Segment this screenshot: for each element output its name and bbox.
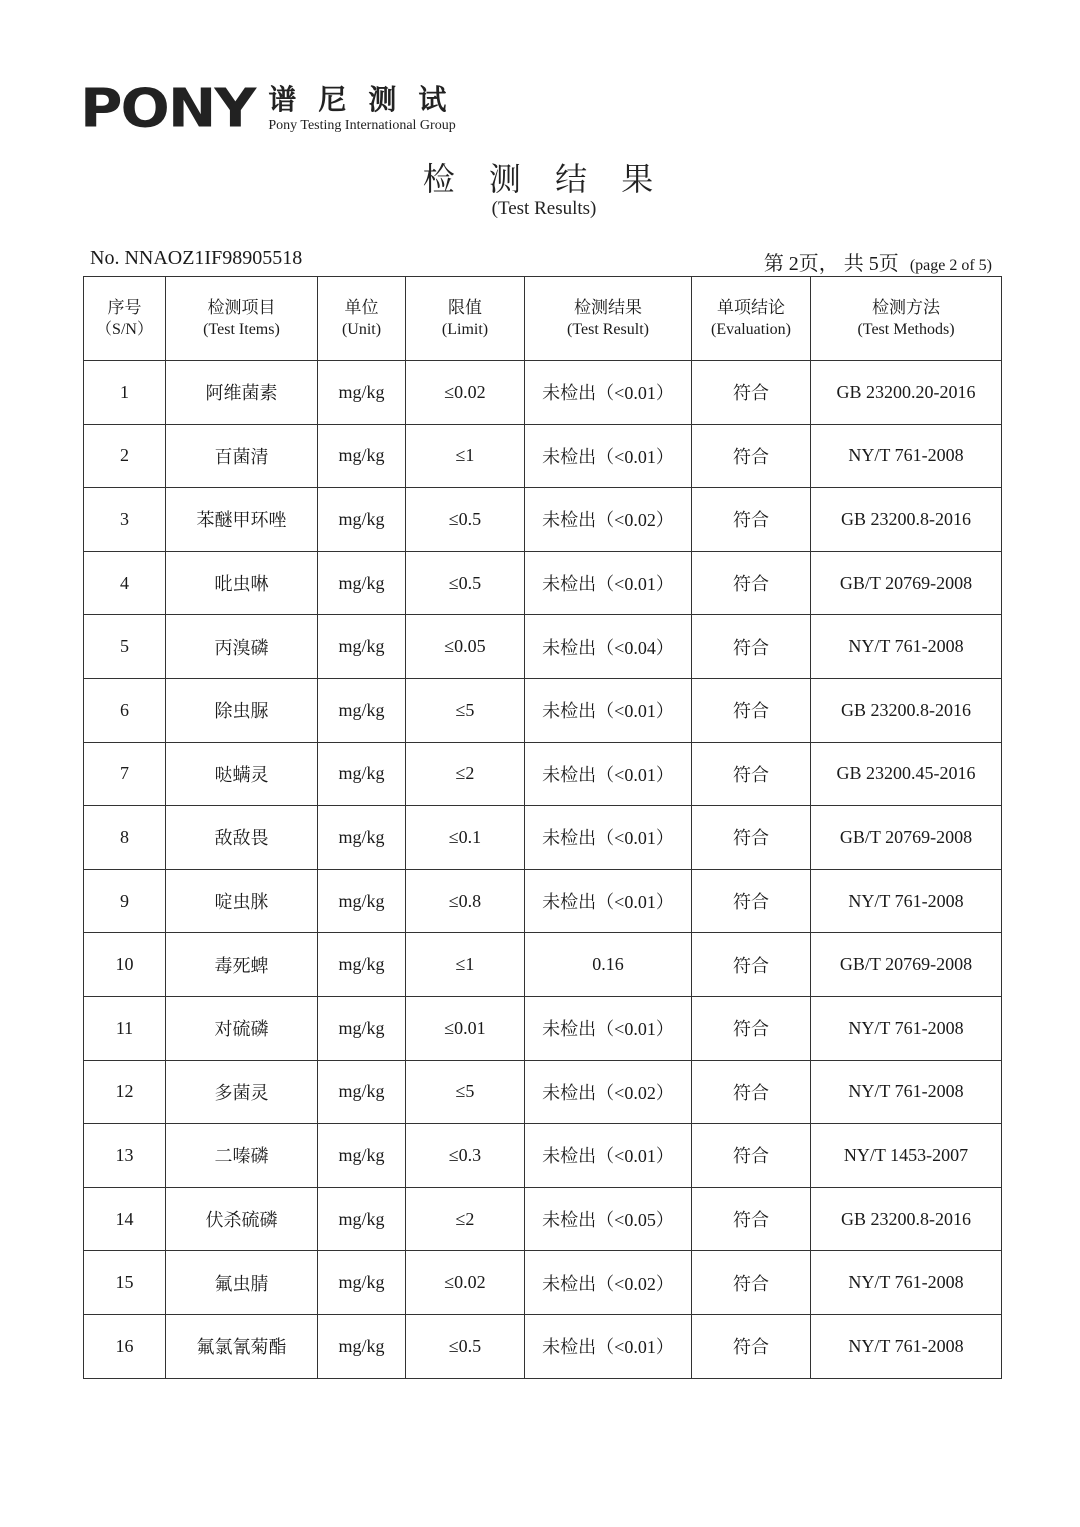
cell-test-item: 伏杀硫磷 (166, 1187, 318, 1251)
cell-test-item: 百菌清 (166, 424, 318, 488)
cell-sn: 6 (84, 678, 166, 742)
column-header-unit (318, 277, 406, 361)
cell-unit: mg/kg (318, 615, 406, 679)
cell-test-result: 未检出（<0.01） (525, 1124, 692, 1188)
cell-unit: mg/kg (318, 996, 406, 1060)
cell-sn: 15 (84, 1251, 166, 1315)
cell-evaluation: 符合 (692, 551, 811, 615)
cell-evaluation: 符合 (692, 1314, 811, 1378)
cell-test-item: 苯醚甲环唑 (166, 488, 318, 552)
document-title: 检 测 结 果 (422, 160, 666, 198)
cell-test-result: 未检出（<0.01） (525, 424, 692, 488)
column-header-cn: 检测方法 (872, 297, 940, 317)
column-header-en: (Test Methods) (857, 320, 955, 338)
cell-test-result: 未检出（<0.04） (525, 615, 692, 679)
cell-test-method: NY/T 761-2008 (811, 996, 1002, 1060)
cell-test-method: NY/T 761-2008 (811, 1314, 1002, 1378)
cell-test-item: 除虫脲 (166, 678, 318, 742)
cell-test-result: 0.16 (525, 933, 692, 997)
cell-sn: 12 (84, 1060, 166, 1124)
cell-limit: ≤0.02 (406, 361, 525, 425)
cell-test-result: 未检出（<0.01） (525, 869, 692, 933)
cell-test-result: 未检出（<0.01） (525, 1314, 692, 1378)
cell-test-method: GB/T 20769-2008 (811, 806, 1002, 870)
column-header-en: (Limit) (441, 320, 489, 338)
cell-test-result: 未检出（<0.01） (525, 678, 692, 742)
cell-sn: 5 (84, 615, 166, 679)
column-header-test-item (166, 277, 318, 361)
cell-evaluation: 符合 (692, 1251, 811, 1315)
cell-limit: ≤0.5 (406, 551, 525, 615)
cell-limit: ≤0.1 (406, 806, 525, 870)
cell-test-item: 毒死蜱 (166, 933, 318, 997)
table-header-row (84, 277, 1002, 361)
cell-evaluation: 符合 (692, 424, 811, 488)
cell-evaluation: 符合 (692, 678, 811, 742)
table-row (84, 933, 1002, 997)
cell-test-item: 二嗪磷 (166, 1124, 318, 1188)
column-header-evaluation (692, 277, 811, 361)
column-header-cn: 限值 (448, 297, 482, 317)
cell-test-result: 未检出（<0.05） (525, 1187, 692, 1251)
cell-test-method: GB 23200.20-2016 (811, 361, 1002, 425)
cell-sn: 13 (84, 1124, 166, 1188)
cell-evaluation: 符合 (692, 361, 811, 425)
cell-evaluation: 符合 (692, 1124, 811, 1188)
cell-unit: mg/kg (318, 1124, 406, 1188)
cell-limit: ≤0.8 (406, 869, 525, 933)
table-row (84, 1187, 1002, 1251)
table-row (84, 1124, 1002, 1188)
column-header-en: (Test Result) (567, 320, 649, 338)
cell-unit: mg/kg (318, 361, 406, 425)
table-row (84, 551, 1002, 615)
table-row (84, 742, 1002, 806)
column-header-en: （S/N） (96, 320, 153, 338)
cell-test-result: 未检出（<0.01） (525, 996, 692, 1060)
cell-limit: ≤0.5 (406, 1314, 525, 1378)
table-body (84, 361, 1002, 1379)
cell-sn: 10 (84, 933, 166, 997)
cell-evaluation: 符合 (692, 1060, 811, 1124)
table-row (84, 424, 1002, 488)
column-header-test-method (811, 277, 1002, 361)
cell-test-method: GB 23200.8-2016 (811, 1187, 1002, 1251)
cell-evaluation: 符合 (692, 933, 811, 997)
cell-test-item: 氟虫腈 (166, 1251, 318, 1315)
cell-unit: mg/kg (318, 1060, 406, 1124)
report-number: No. NNAOZ1IF98905518 (90, 247, 303, 269)
page-indicator-cn: 第 2页， 共 5页 (763, 253, 899, 275)
cell-test-item: 多菌灵 (166, 1060, 318, 1124)
cell-sn: 16 (84, 1314, 166, 1378)
cell-test-item: 敌敌畏 (166, 806, 318, 870)
column-header-en: (Evaluation) (711, 320, 791, 338)
column-header-en: (Test Items) (203, 320, 280, 338)
cell-test-result: 未检出（<0.02） (525, 1251, 692, 1315)
page-indicator (764, 247, 992, 276)
cell-limit: ≤0.01 (406, 996, 525, 1060)
cell-test-item: 哒螨灵 (166, 742, 318, 806)
cell-test-item: 氟氯氰菊酯 (166, 1314, 318, 1378)
cell-unit: mg/kg (318, 1187, 406, 1251)
cell-test-method: NY/T 761-2008 (811, 615, 1002, 679)
column-header-cn: 单位 (344, 297, 379, 317)
logo-wordmark: PONY (80, 76, 255, 140)
cell-evaluation: 符合 (692, 996, 811, 1060)
column-header-cn: 检测项目 (207, 297, 276, 317)
table-row (84, 615, 1002, 679)
cell-sn: 4 (84, 551, 166, 615)
cell-sn: 11 (84, 996, 166, 1060)
table-row (84, 488, 1002, 552)
table-row (84, 806, 1002, 870)
cell-test-item: 吡虫啉 (166, 551, 318, 615)
cell-limit: ≤0.05 (406, 615, 525, 679)
test-results-table (83, 276, 1002, 1379)
cell-sn: 8 (84, 806, 166, 870)
cell-evaluation: 符合 (692, 1187, 811, 1251)
cell-test-method: GB 23200.8-2016 (811, 488, 1002, 552)
cell-unit: mg/kg (318, 742, 406, 806)
cell-test-result: 未检出（<0.01） (525, 551, 692, 615)
column-header-cn: 单项结论 (717, 297, 785, 317)
cell-test-item: 啶虫脒 (166, 869, 318, 933)
cell-evaluation: 符合 (692, 488, 811, 552)
cell-unit: mg/kg (318, 488, 406, 552)
cell-test-method: NY/T 761-2008 (811, 869, 1002, 933)
cell-sn: 3 (84, 488, 166, 552)
table-row (84, 996, 1002, 1060)
cell-test-method: GB/T 20769-2008 (811, 551, 1002, 615)
column-header-en: (Unit) (341, 320, 382, 338)
cell-unit: mg/kg (318, 869, 406, 933)
logo-chinese-name: 谱尼测试 (268, 83, 469, 116)
cell-limit: ≤2 (406, 1187, 525, 1251)
cell-limit: ≤2 (406, 742, 525, 806)
table-row (84, 869, 1002, 933)
cell-limit: ≤5 (406, 1060, 525, 1124)
cell-test-method: GB 23200.8-2016 (811, 678, 1002, 742)
cell-unit: mg/kg (318, 551, 406, 615)
table-row (84, 1060, 1002, 1124)
cell-test-item: 丙溴磷 (166, 615, 318, 679)
cell-unit: mg/kg (318, 1314, 406, 1378)
cell-limit: ≤0.5 (406, 488, 525, 552)
cell-test-method: NY/T 1453-2007 (811, 1124, 1002, 1188)
table-row (84, 1251, 1002, 1315)
cell-limit: ≤0.3 (406, 1124, 525, 1188)
column-header-limit (406, 277, 525, 361)
cell-test-result: 未检出（<0.01） (525, 742, 692, 806)
logo-text-block (268, 84, 468, 134)
company-logo (80, 76, 469, 140)
column-header-cn: 序号 (107, 297, 142, 317)
cell-test-result: 未检出（<0.02） (525, 488, 692, 552)
cell-limit: ≤1 (406, 933, 525, 997)
cell-test-result: 未检出（<0.01） (525, 361, 692, 425)
cell-sn: 14 (84, 1187, 166, 1251)
table-row (84, 678, 1002, 742)
cell-test-result: 未检出（<0.02） (525, 1060, 692, 1124)
cell-limit: ≤0.02 (406, 1251, 525, 1315)
cell-unit: mg/kg (318, 678, 406, 742)
cell-sn: 1 (84, 361, 166, 425)
cell-unit: mg/kg (318, 424, 406, 488)
cell-test-method: NY/T 761-2008 (811, 1060, 1002, 1124)
cell-test-method: GB 23200.45-2016 (811, 742, 1002, 806)
cell-evaluation: 符合 (692, 869, 811, 933)
cell-limit: ≤5 (406, 678, 525, 742)
cell-test-method: GB/T 20769-2008 (811, 933, 1002, 997)
cell-evaluation: 符合 (692, 742, 811, 806)
cell-unit: mg/kg (318, 1251, 406, 1315)
cell-evaluation: 符合 (692, 615, 811, 679)
column-header-test-result (525, 277, 692, 361)
cell-test-result: 未检出（<0.01） (525, 806, 692, 870)
cell-unit: mg/kg (318, 933, 406, 997)
cell-evaluation: 符合 (692, 806, 811, 870)
logo-english-name: Pony Testing International Group (268, 118, 456, 133)
table-row (84, 361, 1002, 425)
page-indicator-en: (page 2 of 5) (909, 257, 992, 274)
cell-test-method: NY/T 761-2008 (811, 1251, 1002, 1315)
document-subtitle: (Test Results) (491, 198, 597, 219)
column-header-cn: 检测结果 (574, 297, 642, 317)
cell-limit: ≤1 (406, 424, 525, 488)
cell-sn: 9 (84, 869, 166, 933)
cell-test-method: NY/T 761-2008 (811, 424, 1002, 488)
cell-sn: 2 (84, 424, 166, 488)
cell-sn: 7 (84, 742, 166, 806)
cell-unit: mg/kg (318, 806, 406, 870)
table-row (84, 1314, 1002, 1378)
cell-test-item: 阿维菌素 (166, 361, 318, 425)
cell-test-item: 对硫磷 (166, 996, 318, 1060)
column-header-sn (84, 277, 166, 361)
